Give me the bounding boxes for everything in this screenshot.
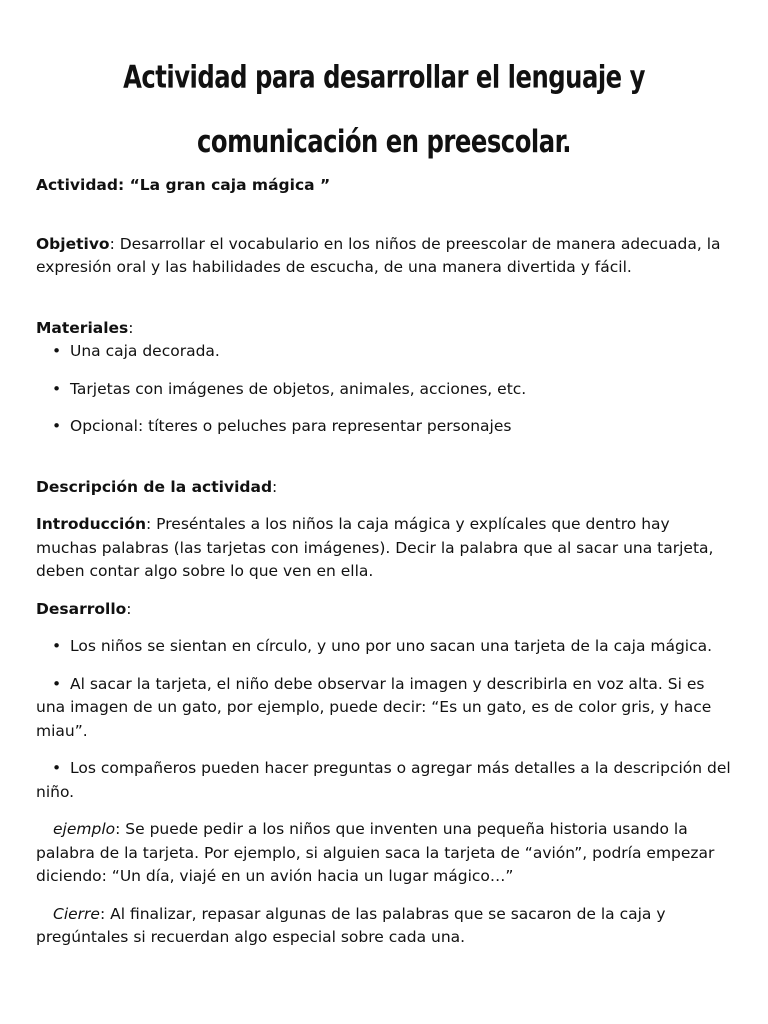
activity-heading: Actividad: “La gran caja mágica ” (36, 176, 331, 194)
bullet-icon: • (52, 637, 62, 655)
development-item (36, 757, 732, 804)
introduction-paragraph (36, 513, 732, 584)
bullet-icon: • (52, 759, 62, 777)
development-item-text: Los niños se sientan en círculo, y uno por uno sacan una tarjeta de la caja mágica. (70, 637, 713, 655)
materials-label: Materiales (36, 318, 129, 337)
page-title: Actividad para desarrollar el lenguaje y comunicación en preescolar. (123, 59, 645, 160)
closing-text: Al finalizar, repasar algunas de las palabras que se sacaron de la caja y pregúntales si recuerdan algo especial sobre cada una. (36, 904, 666, 946)
example-paragraph (36, 818, 732, 889)
objective-label: Objetivo (36, 234, 110, 253)
introduction-label: Introducción (36, 515, 147, 533)
objective-paragraph (36, 233, 732, 280)
development-separator: : (126, 599, 132, 618)
materials-item (36, 340, 732, 364)
development-item (36, 673, 732, 744)
materials-item (36, 415, 732, 439)
closing-paragraph (36, 903, 732, 950)
example-separator: : (115, 820, 126, 838)
objective-separator: : (109, 234, 120, 253)
development-item-text: Los compañeros pueden hacer preguntas o agregar más detalles a la descripción del niño. (36, 759, 731, 801)
introduction-text: Preséntales a los niños la caja mágica y explícales que dentro hay muchas palabras (las tarjetas con imágenes). Decir la palabra que al sacar una tarjeta, deben contar algo sobre lo que ven en ella. (36, 515, 714, 580)
bullet-icon: • (52, 417, 62, 435)
description-label: Descripción de la actividad (36, 477, 273, 496)
bullet-icon: • (52, 379, 62, 398)
bullet-icon: • (52, 674, 62, 693)
description-heading (36, 476, 732, 500)
closing-separator: : (99, 904, 111, 923)
materials-heading (36, 317, 732, 341)
bullet-icon: • (52, 342, 62, 360)
materials-item-text: Opcional: títeres o peluches para representar personajes (70, 417, 512, 435)
development-item-text: Al sacar la tarjeta, el niño debe observar la imagen y describirla en voz alta. Si es una imagen de un gato, por ejemplo, puede decir: “Es un gato, es de color gris, y hace miau”. (36, 674, 712, 740)
description-separator: : (272, 477, 278, 496)
materials-item-text: Una caja decorada. (70, 342, 220, 360)
development-heading (36, 598, 732, 622)
materials-separator: : (128, 318, 134, 337)
introduction-separator: : (146, 515, 157, 533)
objective-text: Desarrollar el vocabulario en los niños de preescolar de manera adecuada, la expresión oral y las habilidades de escucha, de una manera divertida y fácil. (36, 234, 721, 276)
development-label: Desarrollo (36, 599, 127, 618)
materials-item (36, 378, 732, 402)
example-label: ejemplo (53, 820, 116, 838)
example-text: Se puede pedir a los niños que inventen una pequeña historia usando la palabra de la tarjeta. Por ejemplo, si alguien saca la tarjeta de “avión”, podría empezar diciendo: “Un día, viajé en un avión hacia un lugar mágico…” (36, 820, 715, 885)
development-item (36, 635, 732, 659)
closing-label: Cierre (53, 904, 100, 923)
materials-item-text: Tarjetas con imágenes de objetos, animales, acciones, etc. (70, 379, 527, 398)
